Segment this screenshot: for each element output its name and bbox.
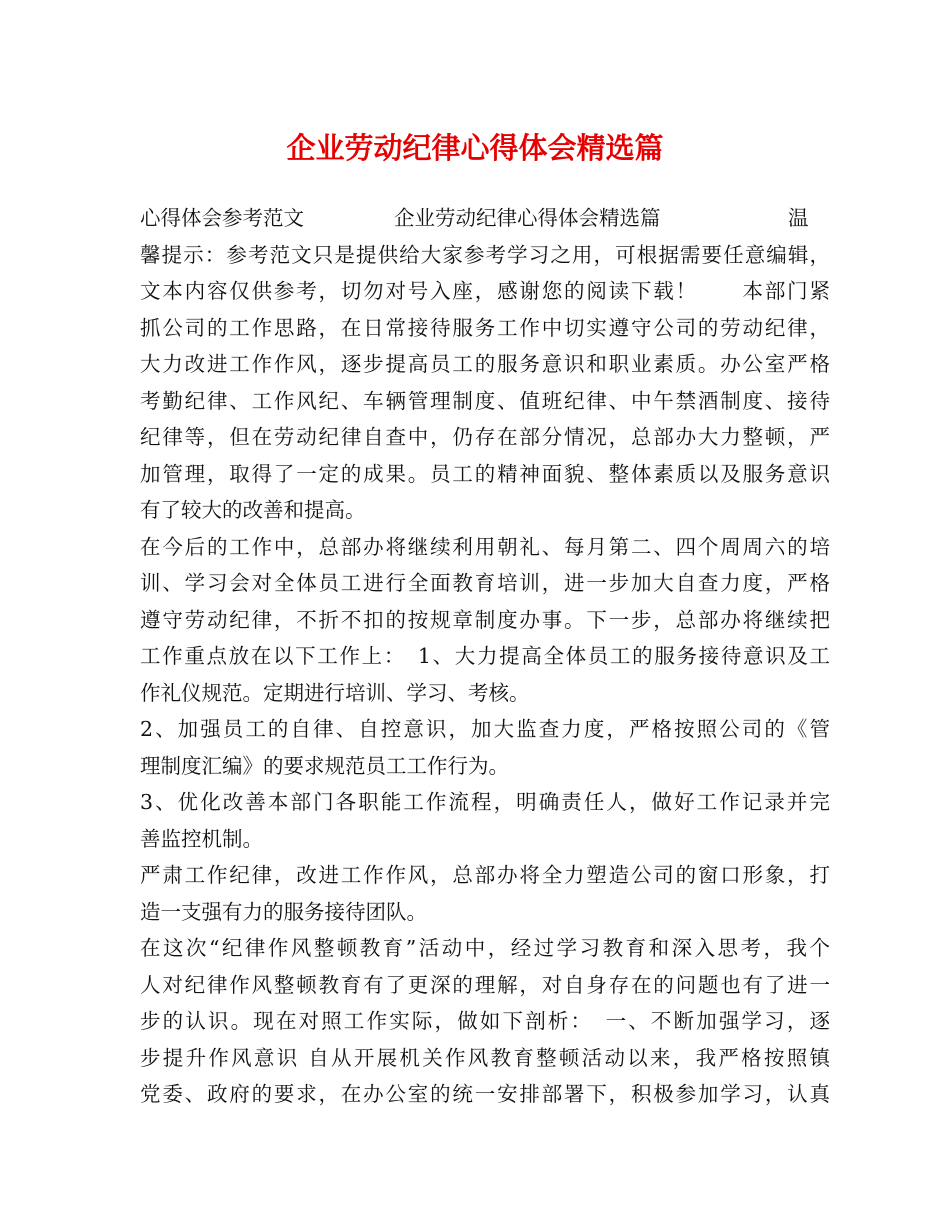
text-line: 训、学习会对全体员工进行全面教育培训，进一步加大自查力度，严格 xyxy=(140,571,830,595)
header-line xyxy=(140,200,830,237)
text-line: 工作重点放在以下工作上： 1、大力提高全体员工的服务接待意识及工 xyxy=(140,644,830,668)
header-category: 心得体会参考范文 xyxy=(140,206,304,230)
text-line: 在这次“纪律作风整顿教育”活动中，经过学习教育和深入思考，我个 xyxy=(140,936,830,960)
text-line: 严肃工作纪律，改进工作作风，总部办将全力塑造公司的窗口形象，打 xyxy=(140,863,830,887)
text-line: 馨提示：参考范文只是提供给大家参考学习之用，可根据需要任意编辑， xyxy=(140,242,830,267)
text-line: 考勤纪律、工作风纪、车辆管理制度、值班纪律、中午禁酒制度、接待 xyxy=(140,388,830,413)
text-line: 有了较大的改善和提高。 xyxy=(140,498,366,522)
text-line: 纪律等，但在劳动纪律自查中，仍存在部分情况，总部办大力整顿，严 xyxy=(140,425,830,449)
text-line: 步的认识。现在对照工作实际，做如下剖析： 一、不断加强学习，逐 xyxy=(140,1009,830,1033)
text-line: 抓公司的工作思路，在日常接待服务工作中切实遵守公司的劳动纪律， xyxy=(140,315,830,340)
text-line: 善监控机制。 xyxy=(140,826,263,851)
header-subject: 企业劳动纪律心得体会精选篇 xyxy=(394,206,661,230)
text-line: 大力改进工作作风，逐步提高员工的服务意识和职业素质。办公室严格 xyxy=(140,352,830,376)
paragraph-lines xyxy=(140,237,830,1113)
document-title: 企业劳动纪律心得体会精选篇 xyxy=(286,131,664,165)
text-line: 党委、政府的要求，在办公室的统一安排部署下，积极参加学习，认真 xyxy=(140,1082,830,1106)
text-line: 加管理，取得了一定的成果。员工的精神面貌、整体素质以及服务意识 xyxy=(140,461,830,486)
text-line: 步提升作风意识 自从开展机关作风教育整顿活动以来，我严格按照镇 xyxy=(140,1045,830,1070)
header-prefix: 温 xyxy=(788,206,809,230)
text-line: 在今后的工作中，总部办将继续利用朝礼、每月第二、四个周周六的培 xyxy=(140,534,830,559)
text-line: 2、加强员工的自律、自控意识，加大监查力度，严格按照公司的《管 xyxy=(140,717,830,741)
text-line: 文本内容仅供参考，切勿对号入座，感谢您的阅读下载！ 本部门紧 xyxy=(140,279,830,303)
text-line: 人对纪律作风整顿教育有了更深的理解，对自身存在的问题也有了进一 xyxy=(140,972,830,997)
text-line: 3、优化改善本部门各职能工作流程，明确责任人，做好工作记录并完 xyxy=(140,790,830,814)
text-line: 理制度汇编》的要求规范员工工作行为。 xyxy=(140,753,509,778)
text-line: 遵守劳动纪律，不折不扣的按规章制度办事。下一步，总部办将继续把 xyxy=(140,607,830,632)
text-line: 造一支强有力的服务接待团队。 xyxy=(140,899,427,924)
text-line: 作礼仪规范。定期进行培训、学习、考核。 xyxy=(140,680,530,705)
document-body xyxy=(140,200,830,1113)
